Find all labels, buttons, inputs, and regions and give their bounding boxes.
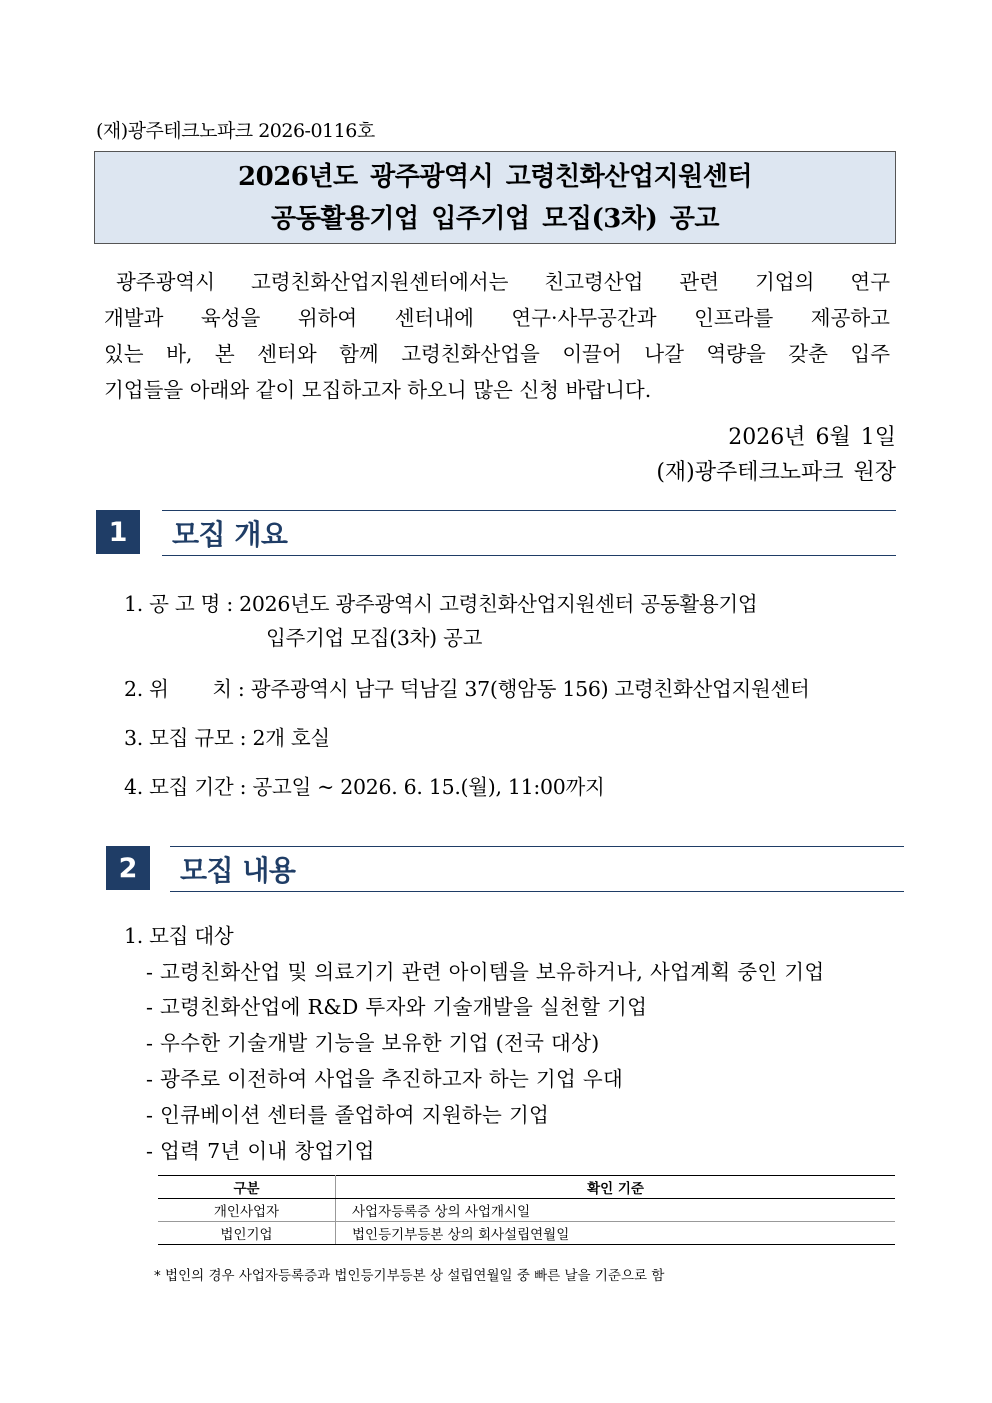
table-row — [158, 1199, 895, 1222]
overview-item-title-cont: 입주기업 모집(3차) 공고 — [266, 626, 483, 650]
table-cell: 법인등기부등본 상의 회사설립연월일 — [336, 1222, 896, 1245]
section-2-title: 모집 내용 — [170, 846, 904, 892]
table-row — [158, 1222, 895, 1245]
item-label: 4. 모집 기간 : — [124, 775, 247, 799]
table-cell: 법인기업 — [158, 1222, 336, 1245]
target-bullet: - 우수한 기술개발 기능을 보유한 기업 (전국 대상) — [146, 1031, 600, 1055]
item-label: 2. 위 치 : — [124, 677, 245, 701]
target-bullet: - 고령친화산업 및 의료기기 관련 아이템을 보유하거나, 사업계획 중인 기업 — [146, 960, 825, 984]
intro-line: 광주광역시 고령친화산업지원센터에서는 친고령산업 관련 기업의 연구 — [116, 270, 890, 294]
intro-paragraph — [104, 264, 890, 408]
table-cell: 사업자등록증 상의 사업개시일 — [336, 1199, 896, 1222]
item-value: 2026년도 광주광역시 고령친화산업지원센터 공동활용기업 — [239, 592, 758, 616]
issuer: (재)광주테크노파크 원장 — [656, 460, 896, 485]
item-value: 공고일 ~ 2026. 6. 15.(월), 11:00까지 — [252, 775, 605, 799]
footnote: * 법인의 경우 사업자등록증과 법인등기부등본 상 설립연월일 중 빠른 날을 기준으로 함 — [154, 1268, 665, 1284]
target-bullet: - 인큐베이션 센터를 졸업하여 지원하는 기업 — [146, 1103, 550, 1127]
title-box — [94, 151, 896, 244]
target-subtitle: 1. 모집 대상 — [124, 924, 234, 948]
intro-line: 개발과 육성을 위하여 센터내에 연구·사무공간과 인프라를 제공하고 — [104, 306, 890, 330]
criteria-table — [158, 1175, 895, 1245]
intro-line: 기업들을 아래와 같이 모집하고자 하오니 많은 신청 바랍니다. — [104, 378, 652, 402]
table-header: 확인 기준 — [336, 1176, 896, 1199]
section-1-title: 모집 개요 — [162, 510, 896, 556]
section-2-number: 2 — [106, 846, 150, 890]
announcement-date: 2026년 6월 1일 — [728, 425, 896, 450]
item-label: 1. 공 고 명 : — [124, 592, 233, 616]
overview-item-title — [124, 587, 757, 617]
target-bullet: - 업력 7년 이내 창업기업 — [146, 1139, 375, 1163]
target-bullet: - 광주로 이전하여 사업을 추진하고자 하는 기업 우대 — [146, 1067, 624, 1091]
item-value: 광주광역시 남구 덕남길 37(행암동 156) 고령친화산업지원센터 — [250, 677, 810, 701]
title-line-1: 2026년도 광주광역시 고령친화산업지원센터 — [238, 161, 752, 192]
target-bullet: - 고령친화산업에 R&D 투자와 기술개발을 실천할 기업 — [146, 995, 648, 1019]
title-line-2: 공동활용기업 입주기업 모집(3차) 공고 — [270, 203, 720, 234]
table-header-row — [158, 1176, 895, 1199]
intro-line: 있는 바, 본 센터와 함께 고령친화산업을 이끌어 나갈 역량을 갖춘 입주 — [104, 342, 890, 366]
overview-item-scale — [124, 721, 330, 751]
item-value: 2개 호실 — [252, 726, 330, 750]
overview-item-period — [124, 770, 604, 800]
item-label: 3. 모집 규모 : — [124, 726, 247, 750]
section-1-number: 1 — [96, 510, 140, 554]
table-cell: 개인사업자 — [158, 1199, 336, 1222]
document-number: (재)광주테크노파크 2026-0116호 — [96, 120, 375, 142]
overview-item-location — [124, 672, 810, 702]
table-header: 구분 — [158, 1176, 336, 1199]
